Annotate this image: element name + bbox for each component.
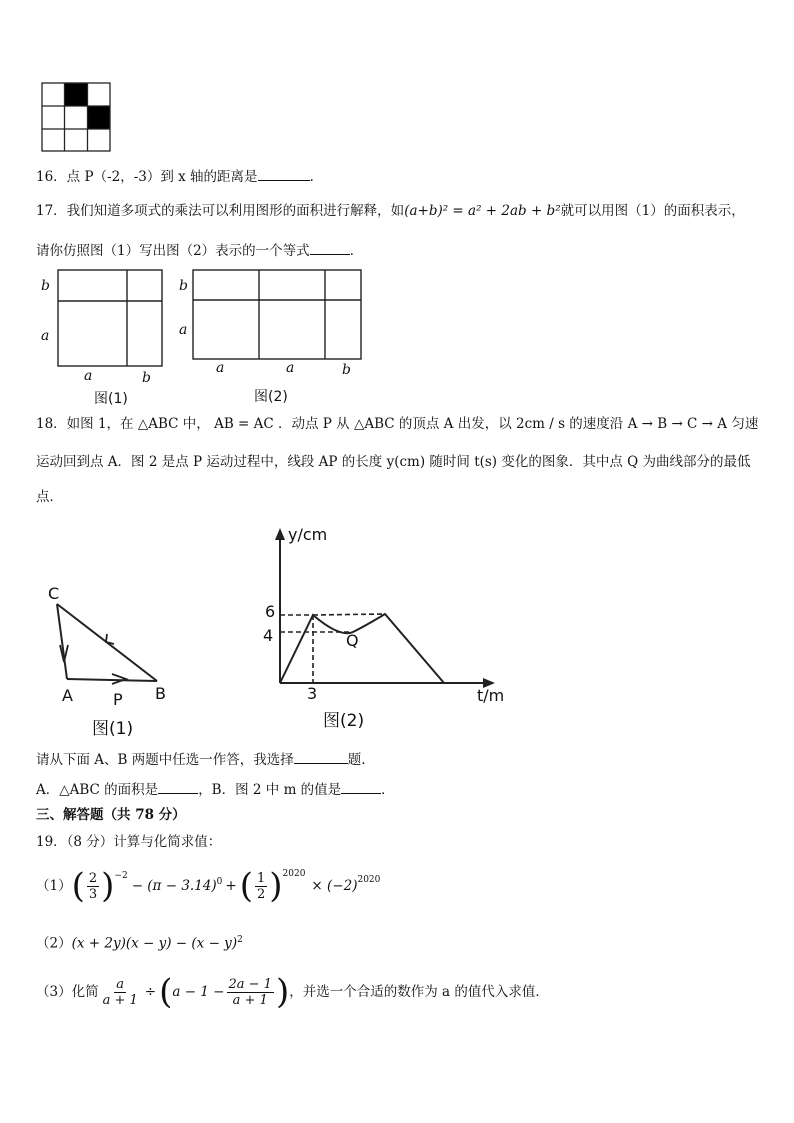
exp-2020-b: 2020 bbox=[357, 875, 381, 885]
point-P: P bbox=[113, 690, 123, 709]
triangle-caption: 图(1) bbox=[92, 719, 134, 739]
q18-line2: 运动回到点 A．图 2 是点 P 运动过程中，线段 AP 的长度 y(cm) 随时间 t(s) 变化的图象．其中点 Q 为曲线部分的最低 bbox=[36, 454, 751, 470]
frac1-num: 2 bbox=[88, 870, 98, 886]
q19-part2-expr: (x + 2y)(x − y) − (x − y) bbox=[71, 935, 238, 952]
fig1-left-label-b: b bbox=[41, 278, 50, 294]
q18-option-b-blank[interactable] bbox=[341, 779, 381, 794]
divide-sign: ÷ bbox=[144, 984, 157, 1000]
graph-point-Q: Q bbox=[346, 631, 359, 650]
frac1-den: 3 bbox=[88, 886, 98, 902]
q19-title: 19．（8 分）计算与化简求值： bbox=[36, 834, 222, 850]
section-3-heading bbox=[36, 805, 186, 825]
graph-tick-4: 4 bbox=[263, 626, 274, 645]
question-18-line1 bbox=[36, 414, 758, 434]
q17-fig1-svg bbox=[36, 268, 171, 408]
arrow-right-icon bbox=[112, 674, 126, 684]
question-16 bbox=[36, 166, 323, 187]
exp-neg2: −2 bbox=[114, 871, 128, 881]
fig2-bottom-label-a2: a bbox=[286, 360, 295, 376]
graph-x-label: t/m bbox=[477, 686, 505, 705]
vertex-C: C bbox=[48, 584, 60, 603]
q16-answer-blank[interactable] bbox=[258, 166, 310, 181]
fig2-bottom-label-b: b bbox=[342, 362, 351, 378]
pi-term: − (π − 3.14) bbox=[131, 878, 217, 894]
graph-curve bbox=[280, 614, 444, 683]
y-axis-arrow-icon bbox=[275, 528, 285, 540]
q18-option-b: ，B．图 2 中 m 的值是 bbox=[198, 782, 342, 798]
fig2-left-label-b: b bbox=[179, 278, 188, 294]
question-17-line1 bbox=[36, 201, 745, 221]
q18-option-a: A．△ABC 的面积是 bbox=[36, 782, 159, 798]
times-term: × (−2) bbox=[311, 878, 358, 894]
fig2-bottom-label-a1: a bbox=[216, 360, 225, 376]
q17-formula: (a+b)² = a² + 2ab + b² bbox=[404, 203, 561, 219]
question-18-line3 bbox=[36, 487, 63, 507]
question-17-line2 bbox=[36, 240, 363, 261]
q18-option-a-blank[interactable] bbox=[158, 779, 198, 794]
paren-open: ( bbox=[71, 866, 85, 906]
q18-choose-line bbox=[36, 749, 366, 770]
q18-choose-text: 请从下面 A、B 两题中任选一作答，我选择 bbox=[36, 752, 294, 768]
arrow-up-left-icon bbox=[106, 634, 114, 644]
paren-close-2: ) bbox=[269, 866, 283, 906]
q19-part3 bbox=[36, 970, 549, 1014]
section-3-title: 三、解答题（共 78 分） bbox=[36, 807, 186, 823]
frac4-den: a + 1 bbox=[232, 992, 268, 1008]
exp-0: 0 bbox=[216, 877, 223, 887]
q17-fig2-svg bbox=[176, 268, 366, 368]
fig1-left-label-a: a bbox=[41, 328, 50, 344]
q19-part2-exp: 2 bbox=[237, 935, 243, 945]
graph-tick-3: 3 bbox=[307, 684, 318, 703]
grid-cell-filled-2 bbox=[87, 106, 110, 129]
frac2-num: 1 bbox=[256, 870, 266, 886]
q17-line2: 请你仿照图（1）写出图（2）表示的一个等式 bbox=[36, 243, 310, 259]
grid-svg bbox=[41, 82, 111, 152]
q18-choose-end: 题. bbox=[347, 752, 366, 768]
q17-text-b: 就可以用图（1）的面积表示， bbox=[560, 203, 745, 219]
q18-options-end: ． bbox=[381, 782, 395, 798]
fig1-caption: 图(1) bbox=[94, 391, 128, 407]
q17-figure-2 bbox=[176, 268, 366, 405]
q17-figure-1 bbox=[36, 268, 171, 412]
vertex-A: A bbox=[62, 686, 73, 705]
q19-part1 bbox=[36, 864, 380, 908]
question-19-title bbox=[36, 832, 221, 852]
triangle-svg bbox=[40, 580, 180, 700]
q16-end: ． bbox=[309, 169, 324, 185]
fraction-a-over-a1 bbox=[101, 977, 140, 1008]
q19-part2 bbox=[36, 930, 243, 954]
q18-options-line bbox=[36, 779, 395, 800]
graph-tick-6: 6 bbox=[265, 602, 276, 621]
q19-part2-label: （2） bbox=[36, 935, 72, 952]
q19-part3-end: ，并选一个合适的数作为 a 的值代入求值． bbox=[289, 984, 549, 1000]
q17-answer-blank[interactable] bbox=[310, 240, 350, 255]
fig2-caption: 图(2) bbox=[254, 389, 288, 405]
paren-open-2: ( bbox=[239, 866, 253, 906]
frac4-num: 2a − 1 bbox=[228, 976, 272, 992]
paren-close: ) bbox=[101, 866, 115, 906]
grid-cell-filled-1 bbox=[64, 83, 87, 106]
vertex-B: B bbox=[155, 684, 166, 703]
paren-close-3: ) bbox=[275, 972, 290, 1012]
frac2-den: 2 bbox=[256, 886, 266, 902]
q17-line2-end: ． bbox=[349, 243, 364, 259]
paren-open-3: ( bbox=[159, 972, 173, 1012]
fig2-left-label-a: a bbox=[179, 322, 188, 338]
grid-figure bbox=[41, 82, 111, 156]
fraction-2-3 bbox=[87, 871, 99, 902]
graph-caption: 图(2) bbox=[323, 711, 365, 731]
q16-text: 16．点 P（-2，-3）到 x 轴的距离是 bbox=[36, 169, 258, 185]
plus-sign: + bbox=[225, 878, 237, 894]
q18-graph-figure bbox=[255, 520, 515, 739]
graph-svg bbox=[255, 520, 515, 735]
question-18-line2 bbox=[36, 452, 751, 472]
q18-triangle-figure bbox=[40, 580, 180, 739]
q17-text-a: 17．我们知道多项式的乘法可以利用图形的面积进行解释，如 bbox=[36, 203, 405, 219]
graph-y-label: y/cm bbox=[288, 525, 328, 544]
q18-line1: 18．如图 1，在 △ABC 中， AB = AC ．动点 P 从 △ABC 的顶点 A 出发，以 2cm / s 的速度沿 A → B → C → A 匀速 bbox=[36, 416, 759, 432]
exp-2020-a: 2020 bbox=[282, 869, 306, 879]
fig1-bottom-label-a: a bbox=[84, 368, 93, 384]
q18-line3: 点． bbox=[36, 489, 63, 505]
frac3-den: a + 1 bbox=[102, 992, 138, 1008]
fraction-1-2 bbox=[255, 871, 267, 902]
fig1-bottom-label-b: b bbox=[142, 370, 151, 386]
q19-part3-label: （3）化简 bbox=[36, 984, 99, 1000]
frac3-num: a bbox=[116, 976, 125, 992]
fraction-2a1-over-a1 bbox=[227, 977, 274, 1008]
q19-part1-label: （1） bbox=[36, 878, 72, 894]
q18-choose-blank[interactable] bbox=[294, 749, 348, 764]
q19-part3-mid: a − 1 − bbox=[172, 984, 225, 1000]
